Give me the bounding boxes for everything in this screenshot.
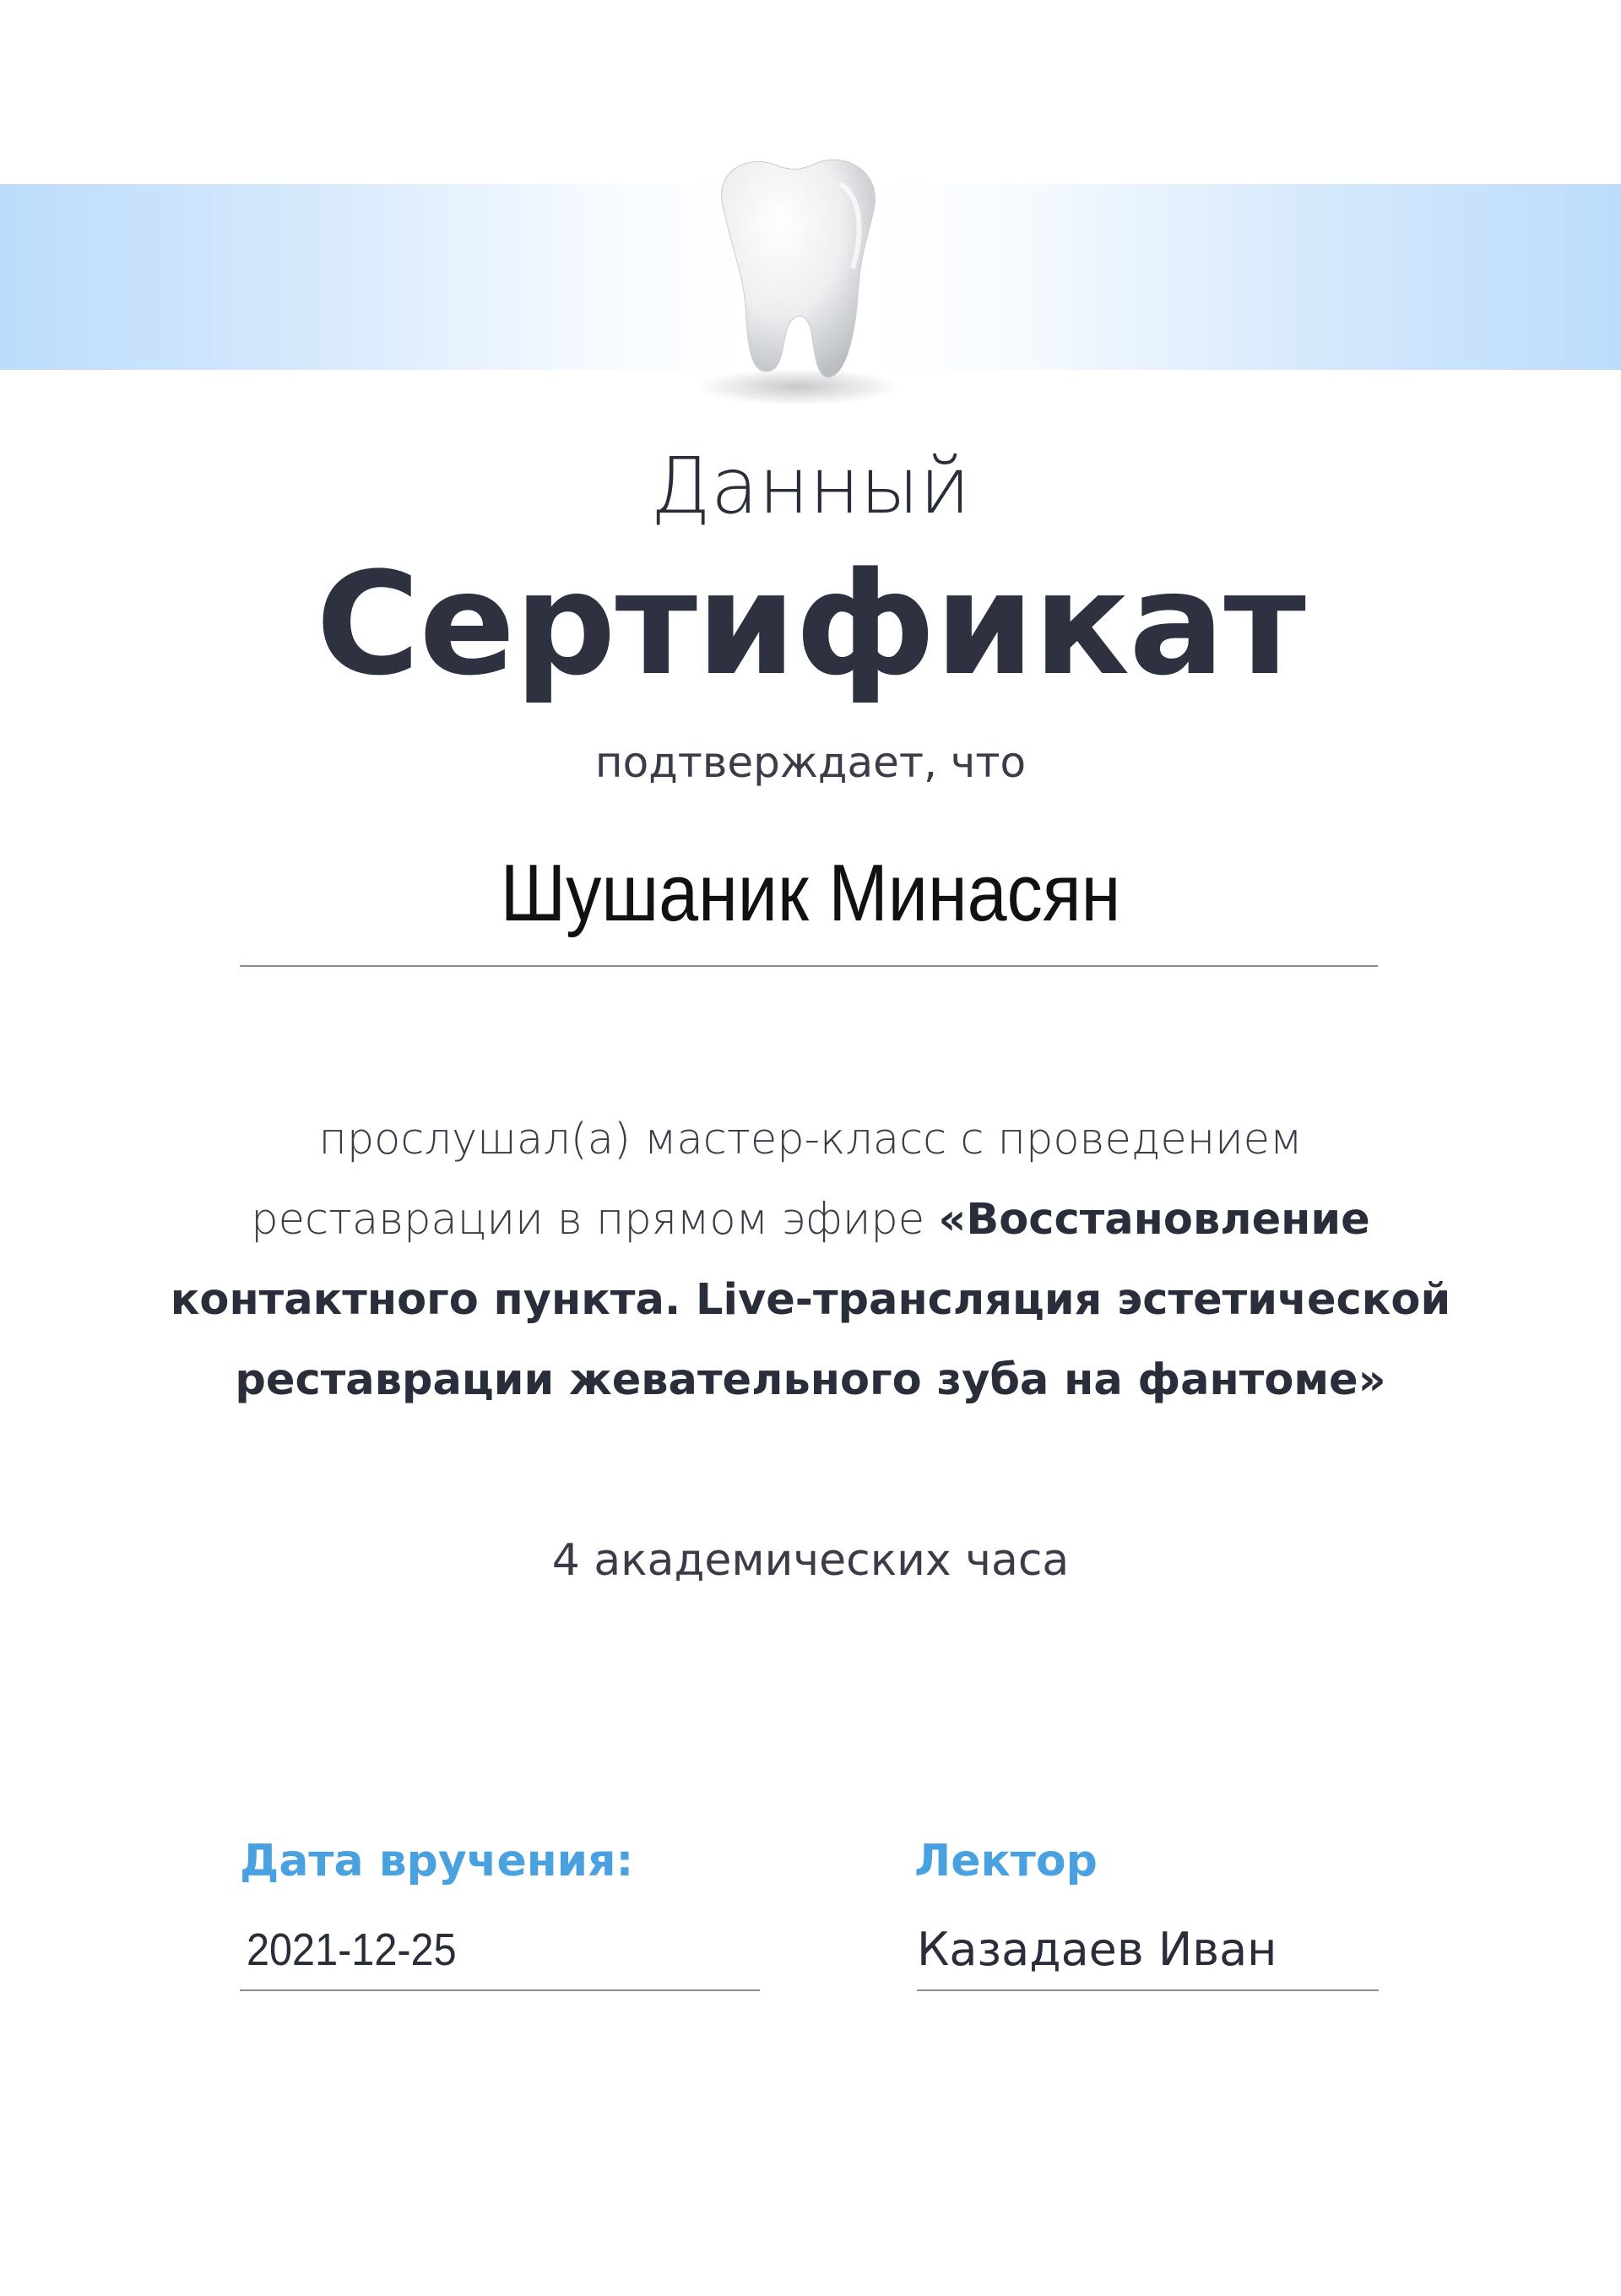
course-line: контактного пункта. Live-трансляция эстетической xyxy=(170,1275,1451,1325)
date-underline xyxy=(240,1989,760,1991)
confirms-text: подтверждает, что xyxy=(594,738,1027,787)
academic-hours: 4 академических часа xyxy=(551,1535,1070,1586)
date-value: 2021-12-25 xyxy=(247,1924,457,1975)
tooth-icon xyxy=(671,150,916,412)
course-line: реставрации в прямом эфире «Восстановление xyxy=(251,1195,1370,1245)
recipient-underline xyxy=(240,965,1378,967)
course-line: реставрации жевательного зуба на фантоме» xyxy=(235,1355,1386,1405)
certificate-intro: Данный xyxy=(650,441,971,531)
certificate-title: Сертификат xyxy=(316,541,1305,707)
lecturer-value: Казадаев Иван xyxy=(917,1923,1277,1976)
lecturer-underline xyxy=(917,1989,1379,1991)
date-label: Дата вручения: xyxy=(240,1836,634,1886)
lecturer-label: Лектор xyxy=(914,1836,1098,1886)
course-description xyxy=(0,1099,1621,1420)
recipient-name: Шушаник Минасян xyxy=(500,848,1121,938)
course-line: прослушал(а) мастер-класс с проведением xyxy=(318,1115,1303,1164)
